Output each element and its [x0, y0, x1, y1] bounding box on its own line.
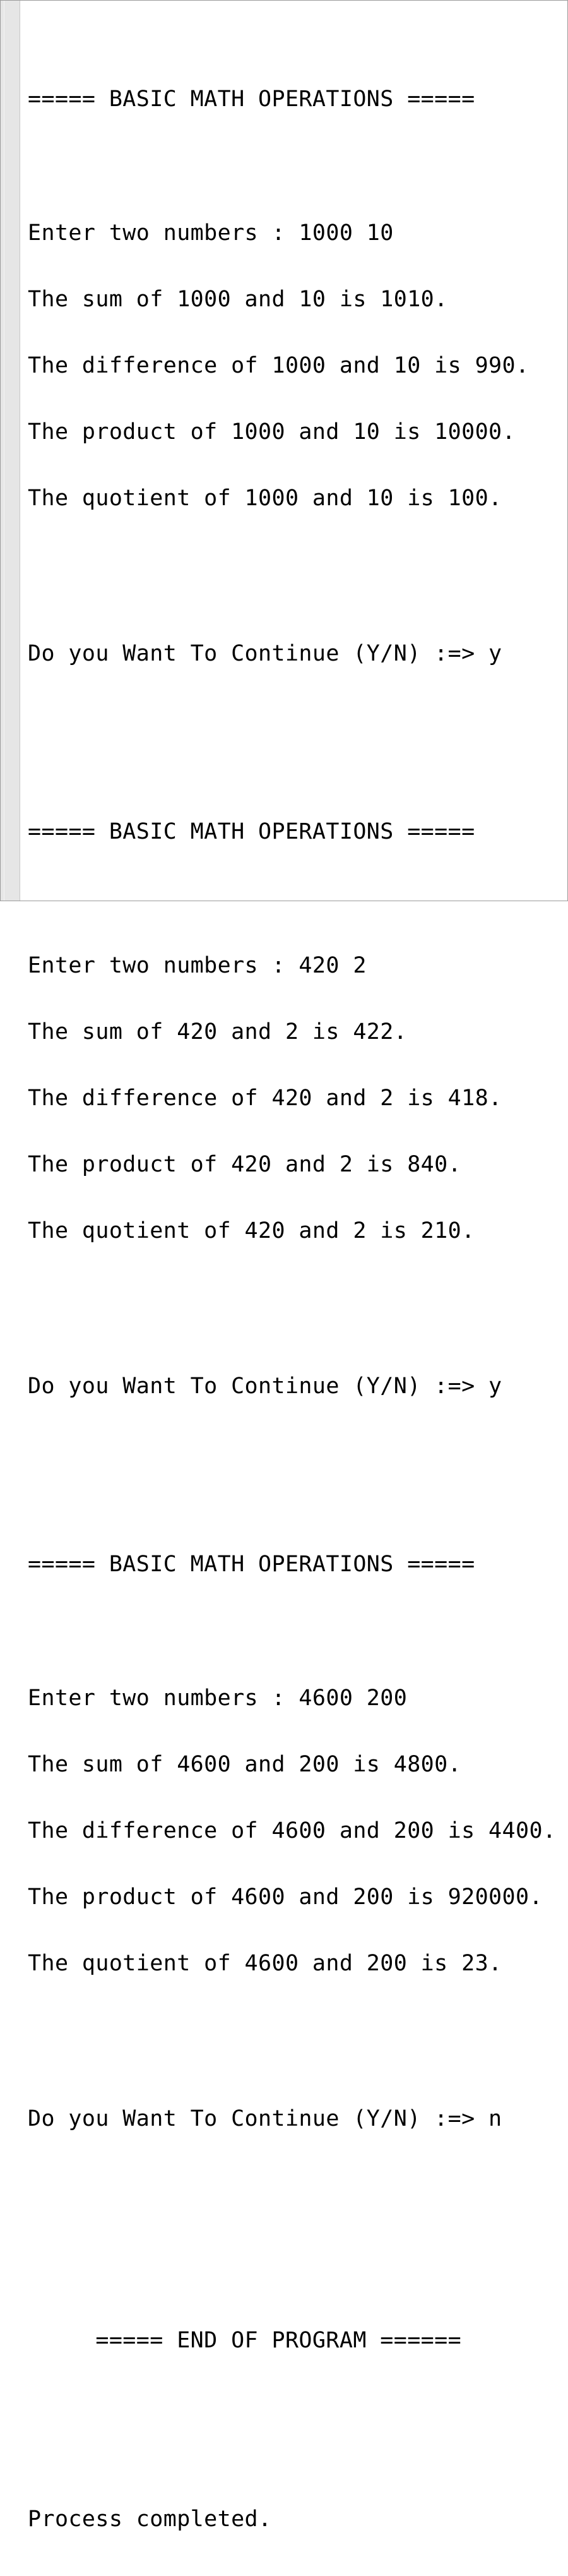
- section-header: ===== BASIC MATH OPERATIONS =====: [28, 87, 475, 112]
- sum-line: The sum of 1000 and 10 is 1010.: [28, 287, 448, 312]
- blank-line: [28, 709, 567, 733]
- product-line: The product of 1000 and 10 is 10000.: [28, 419, 516, 445]
- quotient-line: The quotient of 420 and 2 is 210.: [28, 1218, 475, 1243]
- blank-line: [28, 554, 567, 599]
- quotient-line: The quotient of 1000 and 10 is 100.: [28, 486, 502, 511]
- quotient-line: The quotient of 4600 and 200 is 23.: [28, 1951, 502, 1976]
- blank-line: [28, 1286, 567, 1331]
- blank-line: [28, 1620, 567, 1643]
- blank-line: [28, 2019, 567, 2064]
- difference-line: The difference of 4600 and 200 is 4400.: [28, 1818, 557, 1843]
- blank-line: [28, 2396, 567, 2464]
- blank-line: [28, 887, 567, 911]
- continue-prompt: Do you Want To Continue (Y/N) :=> n: [28, 2106, 502, 2131]
- console-text-area[interactable]: [28, 22, 567, 2575]
- difference-line: The difference of 1000 and 10 is 990.: [28, 353, 530, 378]
- product-line: The product of 420 and 2 is 840.: [28, 1152, 462, 1177]
- difference-line: The difference of 420 and 2 is 418.: [28, 1086, 502, 1111]
- blank-line: [28, 2174, 567, 2241]
- product-line: The product of 4600 and 200 is 920000.: [28, 1884, 543, 1910]
- left-gutter: [1, 1, 20, 901]
- blank-line: [28, 1442, 567, 1465]
- input-line: Enter two numbers : 4600 200: [28, 1686, 408, 1711]
- continue-prompt: Do you Want To Continue (Y/N) :=> y: [28, 1374, 502, 1399]
- section-header: ===== BASIC MATH OPERATIONS =====: [28, 1552, 475, 1577]
- sum-line: The sum of 420 and 2 is 422.: [28, 1019, 408, 1045]
- end-of-program-message: ===== END OF PROGRAM ======: [28, 2328, 462, 2353]
- blank-line: [28, 155, 567, 178]
- input-line: Enter two numbers : 1000 10: [28, 220, 394, 246]
- continue-prompt: Do you Want To Continue (Y/N) :=> y: [28, 641, 502, 666]
- section-header: ===== BASIC MATH OPERATIONS =====: [28, 819, 475, 844]
- input-line: Enter two numbers : 420 2: [28, 953, 367, 978]
- sum-line: The sum of 4600 and 200 is 4800.: [28, 1752, 462, 1777]
- process-status: Process completed.: [28, 2507, 272, 2532]
